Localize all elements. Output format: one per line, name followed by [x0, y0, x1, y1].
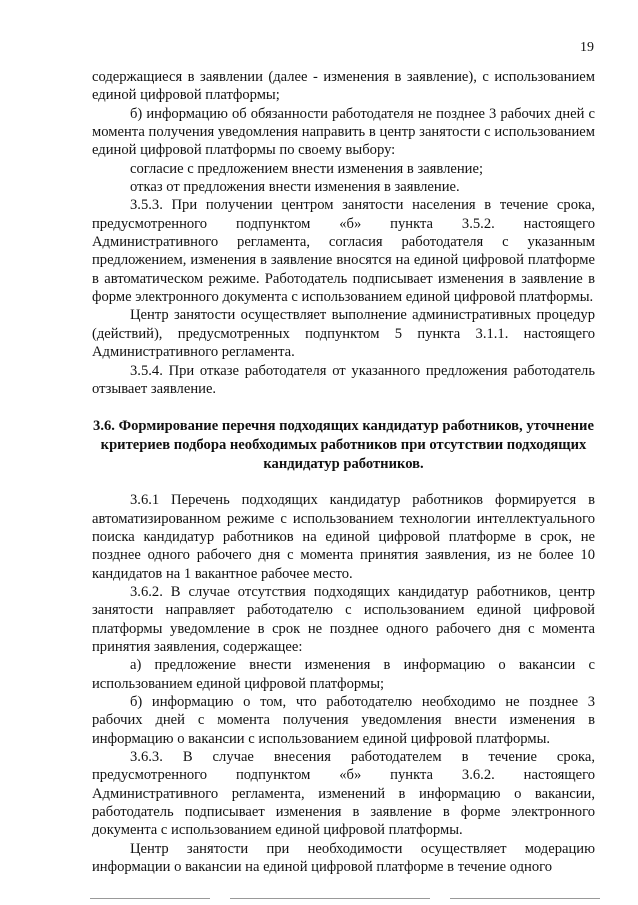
footer-divider — [90, 898, 210, 899]
paragraph: б) информацию об обязанности работодателя не позднее 3 рабочих дней с момента получения уведомления направить в центр занятости с использованием единой цифровой платформы по своему выбору: — [92, 105, 595, 159]
paragraph: а) предложение внести изменения в информацию о вакансии с использованием единой цифровой платформы; — [92, 657, 595, 692]
paragraph: 3.6.2. В случае отсутствия подходящих кандидатур работников, центр занятости направляет работодателю с использованием единой цифровой платформы уведомление в срок не позднее одного рабочего дня с момента принятия заявления, содержащее: — [92, 583, 595, 655]
paragraph: 3.5.3. При получении центром занятости населения в течение срока, предусмотренного подпунктом «б» пункта 3.5.2. настоящего Административного регламента, согласия работодателя с указанным предложением, изменения в заявление вносятся на единой цифровой платформе в автоматическом режиме. Работодатель подписывает изменения в заявление в форме электронного документа с использованием единой цифровой платформы. — [92, 197, 595, 306]
document-body — [92, 68, 595, 876]
paragraph: содержащиеся в заявлении (далее - изменения в заявление), с использованием единой цифровой платформы; — [92, 69, 595, 104]
paragraph: Центр занятости осуществляет выполнение административных процедур (действий), предусмотренных подпунктом 5 пункта 3.1.1. настоящего Административного регламента. — [92, 307, 595, 361]
footer-divider — [450, 898, 600, 899]
paragraph: Центр занятости при необходимости осуществляет модерацию информации о вакансии на единой цифровой платформе в течение одного — [92, 840, 595, 876]
list-item: отказ от предложения внести изменения в заявление. — [130, 179, 460, 196]
footer-divider — [230, 898, 430, 899]
page-number: 19 — [580, 40, 594, 55]
section-heading: 3.6. Формирование перечня подходящих кандидатур работников, уточнение критериев подбора необходимых работников при отсутствии подходящих кандидатур работников. — [93, 418, 594, 473]
paragraph: 3.5.4. При отказе работодателя от указанного предложения работодатель отзывает заявление. — [92, 362, 595, 397]
paragraph: 3.6.1 Перечень подходящих кандидатур работников формируется в автоматизированном режиме с использованием технологии интеллектуального поиска кандидатур работников на единой цифровой платформе в срок, не позднее одного рабочего дня с момента принятия заявления, из не более 10 кандидатов на 1 вакантное рабочее место. — [92, 492, 595, 582]
list-item: согласие с предложением внести изменения в заявление; — [130, 160, 484, 177]
paragraph: б) информацию о том, что работодателю необходимо не позднее 3 рабочих дней с момента получения уведомления внести изменения в информацию о вакансии с использованием единой цифровой платформы. — [92, 693, 595, 747]
paragraph: 3.6.3. В случае внесения работодателем в течение срока, предусмотренного подпунктом «б» пункта 3.6.2. настоящего Административного регламента, изменений в информацию о вакансии, работодатель подписывает изменения в заявление в форме электронного документа с использованием единой цифровой платформы. — [92, 749, 595, 839]
